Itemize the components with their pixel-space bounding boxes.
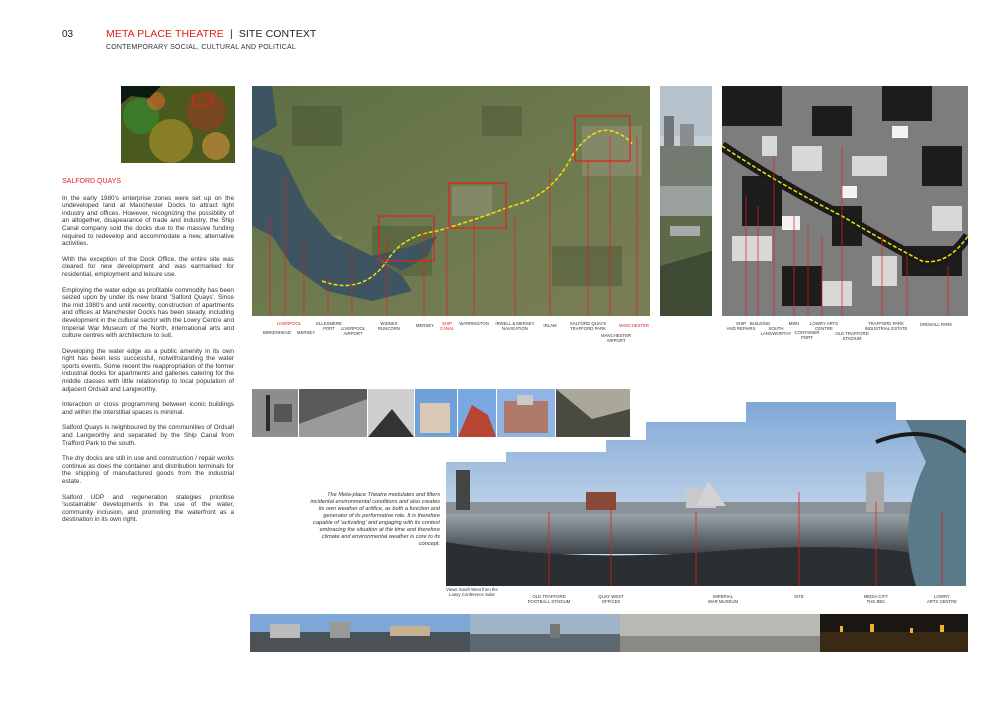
label-quay-west: QUAY WEST OFFICES: [598, 594, 624, 604]
label-irlam: IRLAM: [543, 323, 557, 328]
title-project: META PLACE THEATRE: [106, 28, 224, 40]
text-paragraph: In the early 1980's enterprise zones were set up on the undeveloped land at Manchester Docks to attract light industry and offices. However, recognizing the possibility of an altogether, disapearance of trade and industry, the Ship Canal company sold the docks due to the massive funding required to redevelop and accommodate a new, alternative activities.: [62, 194, 234, 248]
label-trafford-park: TRAFFORD PARK INDUSTRIAL ESTATE: [864, 321, 908, 331]
label-ellesmere-port: ELLESMERE PORT: [316, 321, 342, 331]
page-number: 03: [62, 29, 74, 40]
label-liverpool: LIVERPOOL: [276, 321, 302, 326]
label-manchester: MANCHESTER: [618, 323, 650, 328]
label-south-langworthy: SOUTH LANGWORTHY: [760, 326, 792, 336]
panorama-caption: The Meta-place Theatre modulates and filters incidental environmental conditions and also creates its own weather of artifice, as both a function and generator of its performative role. It is therefore capable of 'activating' and engaging with its context embracing the situation at the time and therefore climate and environmental weather is core to its concept.: [310, 492, 440, 547]
page-title: [106, 28, 316, 40]
label-widnes-runcorn: WIDNES RUNCORN: [378, 321, 400, 331]
label-warrington: WARRINGTON: [459, 321, 489, 326]
label-old-trafford-football: OLD TRAFFORD FOOTBALL STADIUM: [527, 594, 571, 604]
label-mersey: MERSEY: [296, 330, 316, 335]
site-context-text: [62, 178, 234, 532]
label-imperial-war-museum: IMPERIAL WAR MUSEUM: [707, 594, 739, 604]
title-section: SITE CONTEXT: [238, 28, 317, 40]
locator-satellite-thumbnail: [121, 86, 235, 163]
label-ordsall-park: ORDSALL PARK: [919, 322, 953, 327]
label-birkenhead: BIRKENHEAD: [263, 330, 291, 335]
label-ship-repairs: SHIP AND REPAIRS: [726, 321, 756, 331]
panorama-view: [446, 402, 966, 586]
label-lowry-arts-centre-pano: LOWRY ARTS CENTRE: [926, 594, 958, 604]
text-paragraph: The dry docks are still in use and construction / repair works continue as does the container and distribution terminals for the shipping of manufactured goods from the industrial estate.: [62, 455, 234, 485]
text-paragraph: Employing the water edge as profitable commodity has been seized upon by under its new brand 'Salford Quays'. Since the mid 1980's and until recently, construction of apartments and offices at Manchester Docks has been steady, including development in the cultural sector with the Lowry Centre and Imperial War Museum of the North, international arts and culture centres with architecture to suit.: [62, 286, 234, 340]
label-site: SITE: [794, 594, 804, 599]
text-paragraph: Developing the water edge as a public amenity in its own right has been less successful, notwithstanding the water sports events. Some recent the reappropriation of the former industrial docks for apartments and galleries catering for the middle classes with little relationship to local population of adjacent Ordsall and Langworthy.: [62, 347, 234, 393]
label-container-port: CONTAINER PORT: [794, 330, 820, 340]
label-irwell-mersey: IRWELL & MERSEY NAVIGATION: [495, 321, 535, 331]
label-liverpool-airport: LIVERPOOL AIRPORT: [340, 326, 366, 336]
site-aerial-bw-map: [722, 86, 968, 316]
title-separator: |: [229, 28, 233, 40]
section-heading: SALFORD QUAYS: [62, 178, 121, 185]
photo-strip-waterfront: [250, 614, 968, 652]
label-mersey-2: MERSEY: [415, 323, 435, 328]
label-media-city: MEDIA CITY THE BBC: [863, 594, 889, 604]
label-views-south-west: Views South West from the Lowry Conference Suite: [446, 587, 498, 597]
label-salford-quays: SALFORD QUAYS TRAFFORD PARK: [569, 321, 607, 331]
page-subtitle: CONTEMPORARY SOCIAL, CULTURAL AND POLITICAL: [106, 44, 296, 51]
label-old-trafford-stadium: OLD TRAFFORD STADIUM: [835, 331, 869, 341]
label-lowry-arts-centre: LOWRY ARTS CENTRE: [810, 321, 838, 331]
text-paragraph: With the exception of the Dock Office, the entire site was cleared for new development and was earmarked for residential, employment and leisure use.: [62, 255, 234, 278]
regional-satellite-map: [252, 86, 650, 316]
text-paragraph: Salford UDP and regeneration stategies prioritise 'sustainable' developments in the use of the water, community inclusion, and promoting the waterfront as a destination in its own right.: [62, 493, 234, 524]
label-mwh: MWH: [788, 321, 800, 326]
quays-vertical-photo: [660, 86, 712, 316]
label-building: BUILDING: [749, 321, 771, 326]
text-paragraph: Interaction or cross programming between iconic buildings and within the interstitial spaces is minimal.: [62, 401, 234, 416]
label-ship-canal: SHIP CANAL: [439, 321, 455, 331]
text-paragraph: Salford Quays is neighboured by the communities of Ordsall and Langworthy and separated by the Ship Canal from Trafford Park to the south.: [62, 424, 234, 447]
label-manchester-airport: MANCHESTER AIRPORT: [600, 333, 632, 343]
